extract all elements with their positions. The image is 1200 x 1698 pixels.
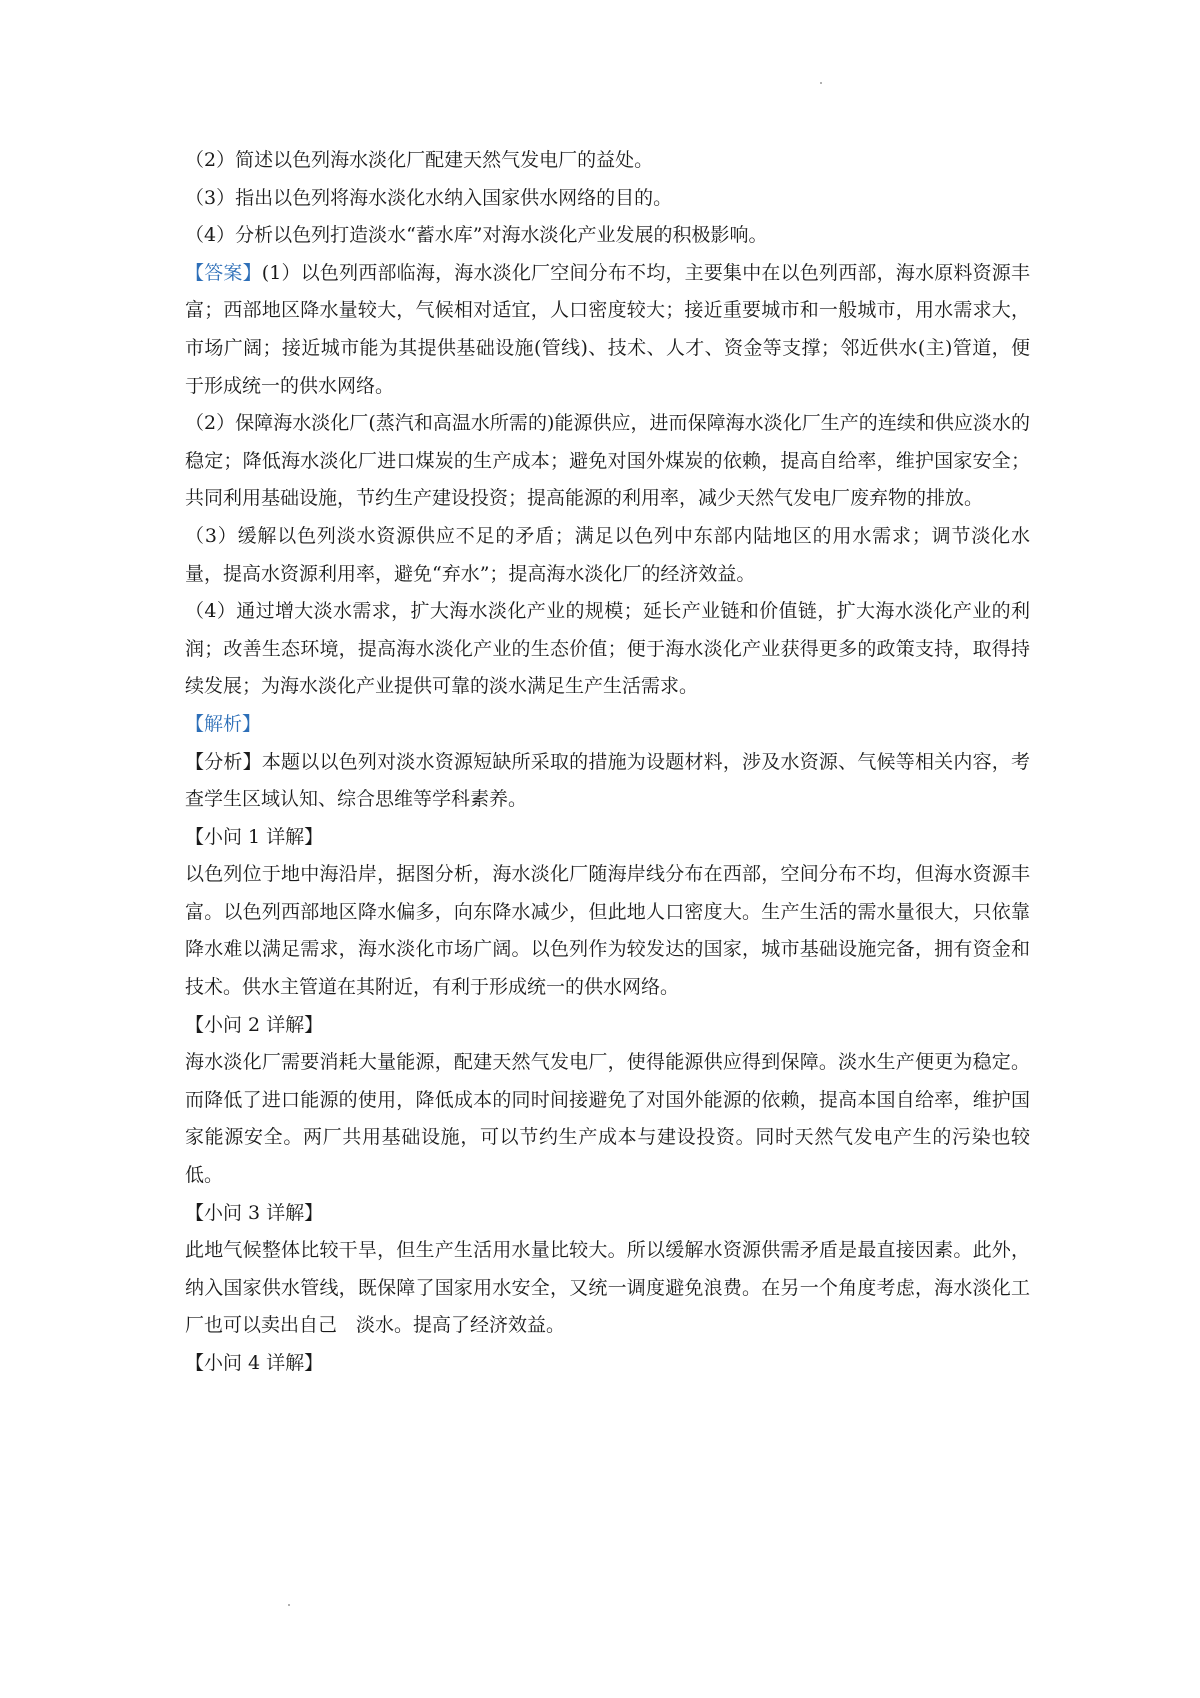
answer-paragraph-1 (185, 255, 1030, 405)
question-4: （4）分析以色列打造淡水“蓄水库”对海水淡化产业发展的积极影响。 (185, 224, 768, 247)
analysis-tag: 【解析】 (185, 712, 262, 735)
answer-paragraph-4: （4）通过增大淡水需求，扩大海水淡化产业的规模；延长产业链和价值链，扩大海水淡化产业的利润；改善生态环境，提高海水淡化产业的生态价值；便于海水淡化产业获得更多的政策支持，取得持续发展；为海水淡化产业提供可靠的淡水满足生产生活需求。 (185, 600, 1030, 698)
document-body (185, 142, 1030, 1383)
question-2: （2）简述以色列海水淡化厂配建天然气发电厂的益处。 (185, 149, 654, 171)
q2-heading: 【小问 2 详解】 (185, 1013, 324, 1036)
question-3: （3）指出以色列将海水淡化水纳入国家供水网络的目的。 (185, 186, 673, 209)
q4-heading: 【小问 4 详解】 (185, 1352, 324, 1374)
answer-tag: 【答案】 (185, 261, 262, 284)
q3-heading: 【小问 3 详解】 (185, 1201, 324, 1224)
q2-explanation: 海水淡化厂需要消耗大量能源，配建天然气发电厂，使得能源供应得到保障。淡水生产便更为稳定。而降低了进口能源的使用，降低成本的同时间接避免了对国外能源的依赖，提高本国自给率，维护国家能源安全。两厂共用基础设施，可以节约生产成本与建设投资。同时天然气发电产生的污染也较低。 (185, 1051, 1030, 1187)
answer-paragraph-2: （2）保障海水淡化厂(蒸汽和高温水所需的)能源供应，进而保障海水淡化厂生产的连续和供应淡水的稳定；降低海水淡化厂进口煤炭的生产成本；避免对国外煤炭的依赖，提高自给率，维护国家安全；共同利用基础设施，节约生产建设投资；提高能源的利用率，减少天然气发电厂废弃物的排放。 (185, 412, 1030, 510)
q3-explanation: 此地气候整体比较干旱，但生产生活用水量比较大。所以缓解水资源供需矛盾是最直接因素。此外，纳入国家供水管线，既保障了国家用水安全，又统一调度避免浪费。在另一个角度考虑，海水淡化工厂也可以卖出自己 淡水。提高了经济效益。 (185, 1239, 1030, 1337)
scan-mark (820, 82, 822, 84)
q1-explanation: 以色列位于地中海沿岸，据图分析，海水淡化厂随海岸线分布在西部，空间分布不均，但海水资源丰富。以色列西部地区降水偏多，向东降水减少，但此地人口密度大。生产生活的需水量很大，只依靠降水难以满足需求，海水淡化市场广阔。以色列作为较发达的国家，城市基础设施完备，拥有资金和技术。供水主管道在其附近，有利于形成统一的供水网络。 (185, 863, 1030, 999)
answer-text-1: (1）以色列西部临海，海水淡化厂空间分布不均，主要集中在以色列西部，海水原料资源丰富；西部地区降水量较大，气候相对适宜，人口密度较大；接近重要城市和一般城市，用水需求大，市场广阔；接近城市能为其提供基础设施(管线)、技术、人才、资金等支撑；邻近供水(主)管道，便于形成统一的供水网络。 (185, 261, 1030, 397)
scan-mark (288, 1604, 290, 1606)
q1-heading: 【小问 1 详解】 (185, 825, 324, 848)
answer-paragraph-3: （3）缓解以色列淡水资源供应不足的矛盾；满足以色列中东部内陆地区的用水需求；调节淡化水量，提高水资源利用率，避免“弃水”；提高海水淡化厂的经济效益。 (185, 524, 1030, 585)
analysis-summary: 【分析】本题以以色列对淡水资源短缺所采取的措施为设题材料，涉及水资源、气候等相关内容，考查学生区域认知、综合思维等学科素养。 (185, 750, 1030, 811)
